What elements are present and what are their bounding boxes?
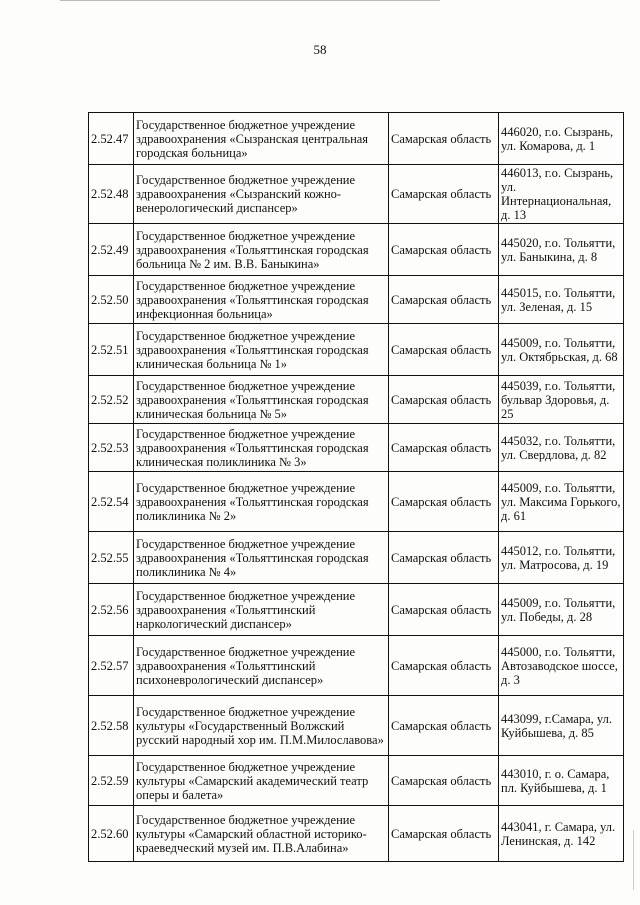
region: Самарская область: [389, 636, 499, 696]
address: 445015, г.о. Тольятти, ул. Зеленая, д. 15: [499, 276, 624, 324]
institutions-table: [88, 112, 624, 862]
institution-name: Государственное бюджетное учреждение здравоохранения «Тольяттинская городская клиническая больница № 5»: [134, 376, 389, 424]
table-row: [89, 424, 624, 472]
institution-name: Государственное бюджетное учреждение здравоохранения «Тольяттинская городская поликлиника № 4»: [134, 532, 389, 584]
address: 445009, г.о. Тольятти, ул. Октябрьская, д. 68: [499, 324, 624, 376]
scan-top-line: [60, 0, 440, 1]
institution-name: Государственное бюджетное учреждение здравоохранения «Тольяттинский наркологический диспансер»: [134, 584, 389, 636]
row-number: 2.52.58: [89, 696, 134, 756]
row-number: 2.52.59: [89, 756, 134, 806]
row-number: 2.52.52: [89, 376, 134, 424]
row-number: 2.52.56: [89, 584, 134, 636]
institution-name: Государственное бюджетное учреждение культуры «Государственный Волжский русский народный хор им. П.М.Милославова»: [134, 696, 389, 756]
region: Самарская область: [389, 696, 499, 756]
table-row: [89, 113, 624, 165]
institution-name: Государственное бюджетное учреждение культуры «Самарский академический театр оперы и балета»: [134, 756, 389, 806]
table-body: [89, 113, 624, 862]
row-number: 2.52.57: [89, 636, 134, 696]
table-row: [89, 696, 624, 756]
table-row: [89, 584, 624, 636]
institution-name: Государственное бюджетное учреждение здравоохранения «Тольяттинская городская поликлиника № 2»: [134, 472, 389, 532]
table-row: [89, 376, 624, 424]
row-number: 2.52.54: [89, 472, 134, 532]
region: Самарская область: [389, 376, 499, 424]
row-number: 2.52.49: [89, 224, 134, 276]
table-row: [89, 324, 624, 376]
row-number: 2.52.48: [89, 165, 134, 224]
institution-name: Государственное бюджетное учреждение здравоохранения «Тольяттинская городская инфекционная больница»: [134, 276, 389, 324]
address: 445009, г.о. Тольятти, ул. Победы, д. 28: [499, 584, 624, 636]
address: 443099, г.Самара, ул. Куйбышева, д. 85: [499, 696, 624, 756]
institution-name: Государственное бюджетное учреждение здравоохранения «Тольяттинская городская больница № 2 им. В.В. Баныкина»: [134, 224, 389, 276]
address: 445020, г.о. Тольятти, ул. Баныкина, д. 8: [499, 224, 624, 276]
row-number: 2.52.60: [89, 806, 134, 862]
region: Самарская область: [389, 424, 499, 472]
address: 443041, г. Самара, ул. Ленинская, д. 142: [499, 806, 624, 862]
row-number: 2.52.55: [89, 532, 134, 584]
row-number: 2.52.51: [89, 324, 134, 376]
institution-name: Государственное бюджетное учреждение здравоохранения «Тольяттинский психоневрологический диспансер»: [134, 636, 389, 696]
region: Самарская область: [389, 756, 499, 806]
address: 445039, г.о. Тольятти, бульвар Здоровья, д. 25: [499, 376, 624, 424]
institution-name: Государственное бюджетное учреждение культуры «Самарский областной историко-краеведческий музей им. П.В.Алабина»: [134, 806, 389, 862]
table-row: [89, 472, 624, 532]
table-row: [89, 636, 624, 696]
table-row: [89, 224, 624, 276]
region: Самарская область: [389, 113, 499, 165]
address: 446013, г.о. Сызрань, ул. Интернациональная, д. 13: [499, 165, 624, 224]
institution-name: Государственное бюджетное учреждение здравоохранения «Тольяттинская городская клиническая больница № 1»: [134, 324, 389, 376]
address: 445000, г.о. Тольятти, Автозаводское шоссе, д. 3: [499, 636, 624, 696]
scan-edge-mark: [633, 830, 634, 890]
address: 445009, г.о. Тольятти, ул. Максима Горького, д. 61: [499, 472, 624, 532]
region: Самарская область: [389, 806, 499, 862]
row-number: 2.52.53: [89, 424, 134, 472]
region: Самарская область: [389, 165, 499, 224]
table-row: [89, 165, 624, 224]
table-row: [89, 806, 624, 862]
table-row: [89, 756, 624, 806]
address: 443010, г. о. Самара, пл. Куйбышева, д. 1: [499, 756, 624, 806]
address: 445032, г.о. Тольятти, ул. Свердлова, д. 82: [499, 424, 624, 472]
institution-name: Государственное бюджетное учреждение здравоохранения «Тольяттинская городская клиническая поликлиника № 3»: [134, 424, 389, 472]
address: 445012, г.о. Тольятти, ул. Матросова, д. 19: [499, 532, 624, 584]
region: Самарская область: [389, 224, 499, 276]
institution-name: Государственное бюджетное учреждение здравоохранения «Сызранский кожно-венерологический диспансер»: [134, 165, 389, 224]
institution-name: Государственное бюджетное учреждение здравоохранения «Сызранская центральная городская больница»: [134, 113, 389, 165]
row-number: 2.52.50: [89, 276, 134, 324]
page-number: 58: [313, 42, 327, 57]
region: Самарская область: [389, 584, 499, 636]
region: Самарская область: [389, 532, 499, 584]
region: Самарская область: [389, 324, 499, 376]
table-row: [89, 532, 624, 584]
region: Самарская область: [389, 276, 499, 324]
table-row: [89, 276, 624, 324]
region: Самарская область: [389, 472, 499, 532]
row-number: 2.52.47: [89, 113, 134, 165]
address: 446020, г.о. Сызрань, ул. Комарова, д. 1: [499, 113, 624, 165]
